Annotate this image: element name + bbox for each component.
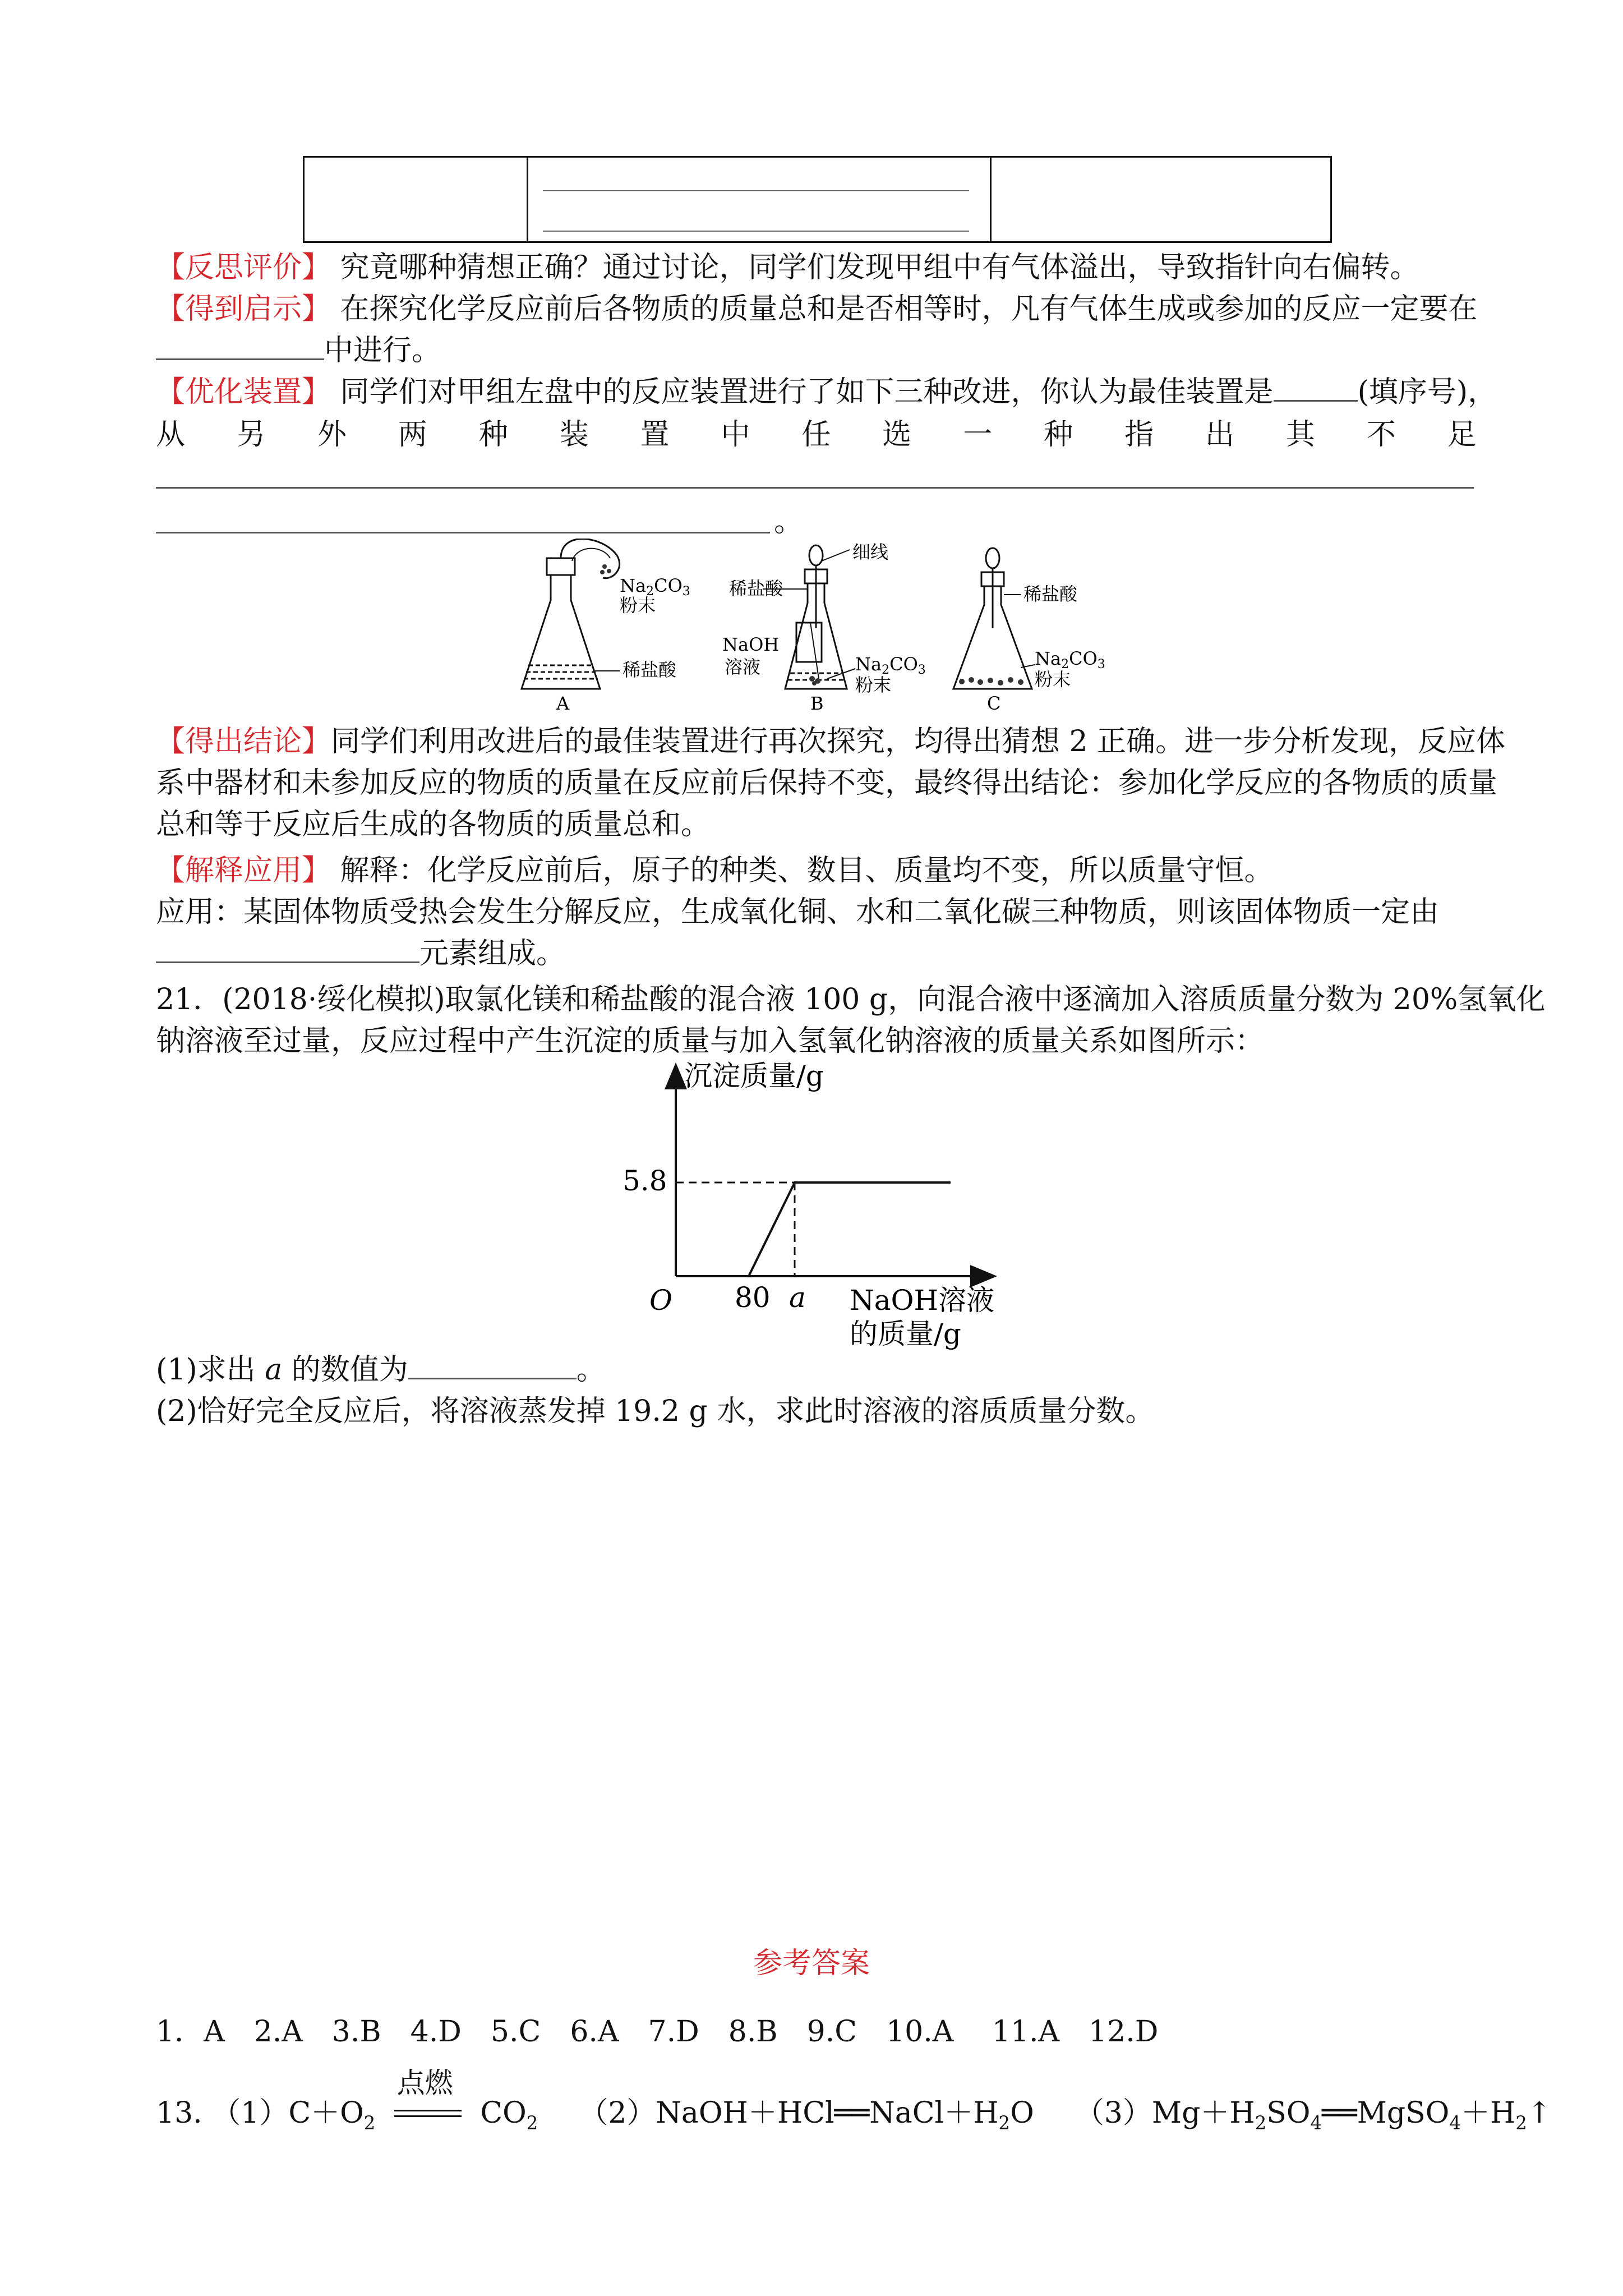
answers-line-1 bbox=[156, 2011, 1479, 2053]
insight-tag: 【得到启示】 bbox=[156, 292, 331, 326]
optimize-answer-line-1[interactable] bbox=[156, 487, 1474, 489]
application-text-1: 解释：化学反应前后，原子的种类、数目、质量均不变，所以质量守恒。 bbox=[340, 854, 1274, 887]
q21-sub1-text-b: 的数值为 bbox=[282, 1353, 408, 1387]
optimize-char: 一 bbox=[963, 418, 993, 452]
q21-sub2-text: (2)恰好完全反应后，将溶液蒸发掉 19.2 g 水，求此时溶液的溶质质量分数。 bbox=[156, 1395, 1155, 1428]
application-line-2 bbox=[156, 891, 1479, 933]
optimize-char: 足 bbox=[1447, 418, 1477, 452]
optimize-char: 从 bbox=[156, 418, 186, 452]
application-answer-blank[interactable] bbox=[156, 937, 419, 963]
apparatus-figure bbox=[505, 539, 1122, 718]
conclusion-text-1: 同学们利用改进后的最佳装置进行再次探究，均得出猜想 2 正确。进一步分析发现，反应体 bbox=[331, 725, 1506, 758]
flask-c-powder bbox=[959, 677, 1023, 685]
q21-sub2-line bbox=[156, 1391, 1479, 1432]
insight-answer-blank[interactable] bbox=[156, 334, 324, 360]
optimize-char: 装 bbox=[559, 418, 589, 452]
label-b-solution: 溶液 bbox=[725, 656, 761, 678]
q21-sub1-end: 。 bbox=[576, 1353, 606, 1387]
optimize-char: 其 bbox=[1285, 418, 1315, 452]
answers-line-13 bbox=[156, 2066, 1552, 2143]
insight-line-2 bbox=[156, 330, 1479, 371]
flask-b-dropper bbox=[809, 545, 823, 565]
conclusion-text-3: 总和等于反应后生成的各物质的质量总和。 bbox=[156, 808, 711, 841]
table-cell-divider-2 bbox=[990, 158, 992, 241]
optimize-char: 不 bbox=[1366, 418, 1396, 452]
label-c-acid: 稀盐酸 bbox=[1023, 583, 1078, 605]
y-axis-label: 沉淀质量/g bbox=[684, 1060, 824, 1092]
table-cell-divider-1 bbox=[527, 158, 528, 241]
label-c-letter: C bbox=[987, 693, 1001, 714]
q21-line-1 bbox=[156, 979, 1546, 1020]
label-c-na2co3: Na2CO3 bbox=[1035, 648, 1105, 671]
label-b-thread: 细线 bbox=[852, 541, 889, 563]
label-a-na2co3: Na2CO3 bbox=[620, 575, 690, 599]
reflection-text: 究竟哪种猜想正确？通过讨论，同学们发现甲组中有气体溢出，导致指针向右偏转。 bbox=[340, 251, 1419, 284]
top-table bbox=[303, 156, 1332, 243]
y-tick-label-5.8: 5.8 bbox=[623, 1165, 667, 1197]
label-a-acid: 稀盐酸 bbox=[623, 659, 677, 680]
q13-condition-equals bbox=[391, 2066, 464, 2127]
flask-c bbox=[953, 548, 1035, 689]
optimize-answer-blank[interactable] bbox=[1274, 375, 1358, 402]
label-a-letter: A bbox=[556, 693, 570, 714]
conclusion-line-1 bbox=[156, 721, 1506, 762]
reflection-line bbox=[156, 247, 1479, 288]
label-b-powder: 粉末 bbox=[855, 674, 892, 696]
flask-c-dropper bbox=[986, 548, 999, 568]
label-a-powder: 粉末 bbox=[620, 595, 656, 616]
flask-a-powder bbox=[600, 564, 611, 574]
optimize-char: 外 bbox=[317, 418, 347, 452]
label-b-letter: B bbox=[810, 693, 824, 714]
x-axis-label-2: 的质量/g bbox=[850, 1318, 961, 1350]
table-blank-line-1 bbox=[543, 190, 969, 191]
answers-title: 参考答案 bbox=[753, 1947, 870, 1980]
optimize-char: 中 bbox=[721, 418, 750, 452]
optimize-char: 选 bbox=[882, 418, 912, 452]
application-line-1 bbox=[156, 850, 1479, 891]
q13-part-1: $(1)C+O_2$ bbox=[211, 2096, 376, 2134]
conclusion-line-2 bbox=[156, 762, 1498, 804]
optimize-text-1b: (填序号)， bbox=[1357, 375, 1497, 409]
q21-sub1-answer-blank[interactable] bbox=[408, 1353, 577, 1379]
optimize-char: 置 bbox=[640, 418, 670, 452]
optimize-char: 指 bbox=[1124, 418, 1154, 452]
q13-num: 13. bbox=[156, 2096, 202, 2130]
conclusion-tag: 【得出结论】 bbox=[156, 725, 331, 758]
q21-sub1-var: a bbox=[265, 1353, 283, 1387]
application-text-2: 应用：某固体物质受热会发生分解反应，生成氧化铜、水和二氧化碳三种物质，则该固体物质一定由 bbox=[156, 895, 1440, 929]
precipitate-chart bbox=[606, 1060, 1043, 1352]
q13-part-3: $(3)Mg+H_2SO_4══MgSO_4+H_2↑$ bbox=[1075, 2096, 1552, 2134]
flask-b bbox=[763, 545, 855, 689]
optimize-line-1 bbox=[156, 371, 1497, 413]
optimize-char: 任 bbox=[801, 418, 831, 452]
x-axis-label-1: NaOH溶液 bbox=[850, 1284, 995, 1317]
insight-text-2: 中进行。 bbox=[324, 334, 441, 367]
x-tick-label-a: a bbox=[789, 1281, 806, 1314]
optimize-char: 种 bbox=[1044, 418, 1073, 452]
q13-part-2: $(2)NaOH+HCl══NaCl+H_2O$ bbox=[579, 2096, 1034, 2134]
x-tick-label-80: 80 bbox=[735, 1281, 771, 1314]
up-arrow-icon: ↑ bbox=[1527, 2096, 1552, 2130]
q21-sub1-text-a: (1)求出 bbox=[156, 1353, 265, 1387]
q21-text-2: 钠溶液至过量，反应过程中产生沉淀的质量与加入氢氧化钠溶液的质量关系如图所示： bbox=[156, 1024, 1265, 1058]
label-b-acid: 稀盐酸 bbox=[729, 578, 783, 599]
reflection-tag: 【反思评价】 bbox=[156, 251, 331, 284]
label-c-powder: 粉末 bbox=[1035, 669, 1071, 690]
insight-line-1 bbox=[156, 288, 1479, 330]
q21-sub1-line bbox=[156, 1349, 1479, 1391]
q21-text-1: 21．(2018·绥化模拟)取氯化镁和稀盐酸的混合液 100 g，向混合液中逐滴加入溶质质量分数为 20%氢氧化 bbox=[156, 983, 1546, 1016]
optimize-tag: 【优化装置】 bbox=[156, 375, 331, 409]
q21-line-2 bbox=[156, 1020, 1479, 1062]
optimize-line-2 bbox=[156, 414, 1477, 455]
application-tag: 【解释应用】 bbox=[156, 854, 331, 887]
optimize-answer-line-2[interactable] bbox=[156, 532, 770, 533]
application-text-3: 元素组成。 bbox=[419, 937, 566, 970]
precipitate-series-line bbox=[749, 1182, 951, 1276]
q13-condition-label: 点燃 bbox=[396, 2066, 453, 2099]
optimize-char: 种 bbox=[478, 418, 508, 452]
optimize-end-mark: 。 bbox=[774, 505, 804, 539]
label-b-na2co3: Na2CO3 bbox=[855, 654, 926, 677]
flask-a-stopper bbox=[547, 558, 575, 575]
table-blank-line-2 bbox=[543, 231, 969, 232]
label-b-naoh: NaOH bbox=[722, 634, 780, 655]
answers-text-1: 1．A 2.A 3.B 4.D 5.C 6.A 7.D 8.B 9.C 10.A 11.A 12.D bbox=[156, 2015, 1159, 2049]
optimize-char: 出 bbox=[1205, 418, 1234, 452]
origin-label: O bbox=[649, 1284, 672, 1317]
optimize-char: 两 bbox=[398, 418, 427, 452]
q13-product-1: $CO_2$ bbox=[480, 2096, 538, 2134]
conclusion-text-2: 系中器材和未参加反应的物质的质量在反应前后保持不变，最终得出结论：参加化学反应的各物质的质量 bbox=[156, 766, 1498, 800]
flask-a bbox=[522, 539, 620, 689]
optimize-char: 另 bbox=[236, 418, 266, 452]
insight-text-1: 在探究化学反应前后各物质的质量总和是否相等时，凡有气体生成或参加的反应一定要在 bbox=[340, 292, 1478, 326]
conclusion-line-3 bbox=[156, 804, 1479, 845]
application-line-3 bbox=[156, 933, 1479, 974]
optimize-text-1: 同学们对甲组左盘中的反应装置进行了如下三种改进，你认为最佳装置是 bbox=[340, 375, 1274, 409]
